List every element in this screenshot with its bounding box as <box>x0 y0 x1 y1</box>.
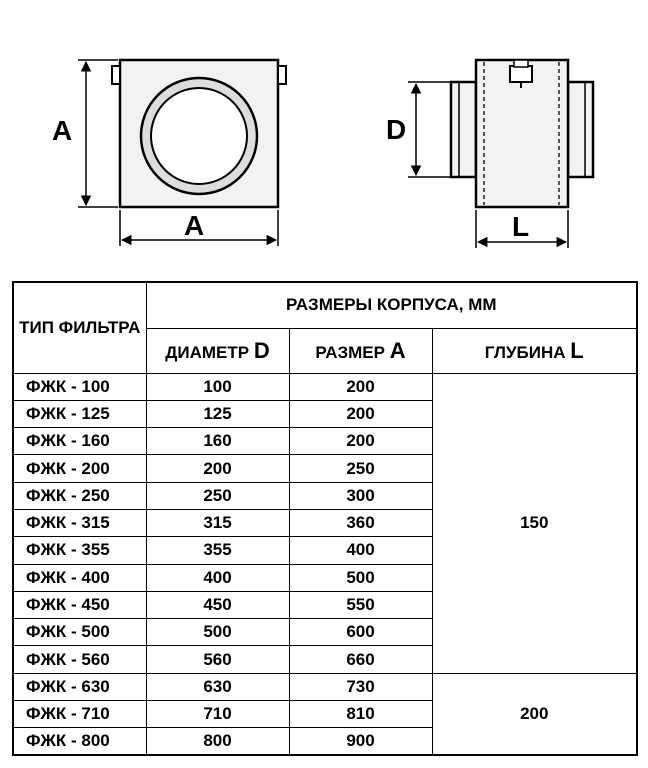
table-row <box>13 673 637 700</box>
size-a-header <box>289 328 432 373</box>
filter-type-cell: ФЖК - 500 <box>13 619 146 646</box>
diameter-d-header <box>146 328 289 373</box>
depth-l-header <box>432 328 637 373</box>
filter-type-cell: ФЖК - 100 <box>13 373 146 400</box>
diameter-cell: 355 <box>146 537 289 564</box>
table-header-row-1 <box>13 282 637 328</box>
side-clamp-screw <box>514 60 528 67</box>
filter-type-cell: ФЖК - 450 <box>13 591 146 618</box>
filter-type-cell: ФЖК - 800 <box>13 728 146 755</box>
filter-type-cell: ФЖК - 250 <box>13 482 146 509</box>
filter-type-cell: ФЖК - 400 <box>13 564 146 591</box>
size-cell: 600 <box>289 619 432 646</box>
size-cell: 730 <box>289 673 432 700</box>
size-a-header-letter: A <box>389 337 406 363</box>
depth-l-header-text: ГЛУБИНА <box>484 342 571 362</box>
diameter-cell: 450 <box>146 591 289 618</box>
diameter-cell: 200 <box>146 455 289 482</box>
filter-dimensions-table <box>12 281 638 756</box>
front-width-label: A <box>184 210 205 241</box>
diameter-cell: 315 <box>146 509 289 536</box>
filter-type-cell: ФЖК - 200 <box>13 455 146 482</box>
side-right-spigot <box>568 82 593 177</box>
diameter-cell: 400 <box>146 564 289 591</box>
filter-type-cell: ФЖК - 560 <box>13 646 146 673</box>
technical-drawings <box>0 0 648 270</box>
size-cell: 200 <box>289 428 432 455</box>
diameter-cell: 800 <box>146 728 289 755</box>
size-cell: 250 <box>289 455 432 482</box>
size-cell: 660 <box>289 646 432 673</box>
size-cell: 900 <box>289 728 432 755</box>
front-right-flange <box>278 66 286 84</box>
side-view <box>386 60 593 248</box>
size-a-header-text: РАЗМЕР <box>315 342 390 362</box>
front-view <box>52 60 286 246</box>
front-duct-opening <box>151 88 247 184</box>
diameter-cell: 125 <box>146 400 289 427</box>
diameter-cell: 560 <box>146 646 289 673</box>
diameter-d-header-text: ДИАМЕТР <box>165 342 254 362</box>
side-top-clamp <box>510 66 532 82</box>
filter-type-header: ТИП ФИЛЬТРА <box>13 282 146 373</box>
filter-type-cell: ФЖК - 160 <box>13 428 146 455</box>
side-depth-label: L <box>512 211 530 242</box>
size-cell: 500 <box>289 564 432 591</box>
depth-cell-group-2: 200 <box>432 673 637 755</box>
diameter-d-header-letter: D <box>253 337 270 363</box>
side-left-spigot <box>451 82 476 177</box>
front-left-flange <box>112 66 120 84</box>
filter-type-cell: ФЖК - 630 <box>13 673 146 700</box>
diameter-cell: 250 <box>146 482 289 509</box>
size-cell: 200 <box>289 400 432 427</box>
front-height-label: A <box>52 115 73 146</box>
table-row <box>13 373 637 400</box>
filter-type-cell: ФЖК - 315 <box>13 509 146 536</box>
table-body <box>13 373 637 755</box>
size-cell: 360 <box>289 509 432 536</box>
diameter-cell: 500 <box>146 619 289 646</box>
size-cell: 810 <box>289 701 432 728</box>
size-cell: 550 <box>289 591 432 618</box>
filter-type-cell: ФЖК - 125 <box>13 400 146 427</box>
depth-l-header-letter: L <box>570 337 584 363</box>
size-cell: 300 <box>289 482 432 509</box>
filter-type-cell: ФЖК - 710 <box>13 701 146 728</box>
diameter-cell: 630 <box>146 673 289 700</box>
side-diameter-label: D <box>386 114 407 145</box>
depth-cell-group-1: 150 <box>432 373 637 673</box>
housing-dimensions-header: РАЗМЕРЫ КОРПУСА, ММ <box>146 282 637 328</box>
filter-type-cell: ФЖК - 355 <box>13 537 146 564</box>
diameter-cell: 100 <box>146 373 289 400</box>
diameter-cell: 710 <box>146 701 289 728</box>
size-cell: 200 <box>289 373 432 400</box>
size-cell: 400 <box>289 537 432 564</box>
diameter-cell: 160 <box>146 428 289 455</box>
